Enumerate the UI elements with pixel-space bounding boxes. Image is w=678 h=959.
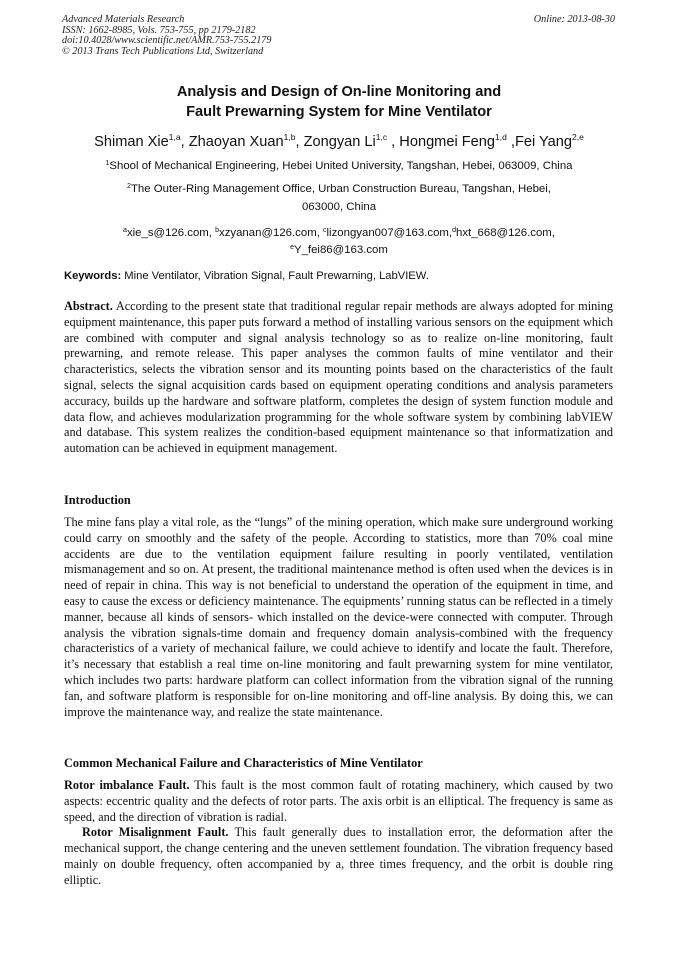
email-link: xzyanan@126.com, (219, 227, 324, 239)
affiliation-1: $^1$Shool of Mechanical Engineering, Hebei United University, Tangshan, Hebei, 063009, China (105, 160, 573, 172)
affiliation-2-continued: 063000, China (301, 201, 377, 213)
title-line-2: Fault Prewarning System for Mine Ventilator (186, 104, 492, 120)
paragraph-rotor-imbalance: Rotor imbalance Fault. This fault is the most common fault of rotating machinery, which caused by two aspects: eccentric quality and the defects of rotor parts. The axis orbit is an elliptical. The frequency is same as speed, and the direction of vibration is radial. (64, 778, 613, 824)
author: Fei Yang$^{2,e}$ (514, 132, 584, 150)
introduction-paragraph: The mine fans play a vital role, as the “lungs” of the mining operation, which make sure underground working could carry on smoothly and the safety of the people. According to statistics, more than 70% coal mine accidents are due to the ventilation equipment failure resulting in poorly ventilated, ventilation mismanagement and so on. At present, the traditional maintenance method is often used when the devices is in need of repair in china. This way is not beneficial to understand the operation of the equipment in time, and easy to cause the excess or deficiency maintenance. The equipments’ running status can be reflected in a timely manner, because all kinds of sensors- which installed on the device-were connected with computer. Through analysis the vibration signals-time domain and frequency domain analysis-combined with the frequency characteristics of a variety of mechanical failure, we could achieve to identify and locate the fault. Therefore, it’s necessary that establish a real time on-line monitoring and fault prewarning system for mine ventilator, which includes two parts: hardware platform can collect information from the vibration signal of the running fan, and software platform is responsible for on-line monitoring and off-line analysis. By doing this, we can improve the maintenance way, and realize the state maintenance. (64, 515, 613, 719)
author: Zongyan Li$^{1,c}$ , (303, 132, 400, 150)
paragraph-rotor-misalignment: Rotor Misalignment Fault. This fault generally dues to installation error, the deformation after the mechanical support, the change centering and the uneven settlement foundation. The vibration frequency based mainly on double frequency, often accompanied by a, three times frequency, and the orbit is double ring elliptic. (64, 825, 613, 887)
title-line-1: Analysis and Design of On-line Monitoring and (176, 84, 502, 100)
author: Shiman Xie$^{1,a}$, (94, 132, 189, 150)
keywords-label: Keywords: (64, 270, 122, 282)
keywords (64, 270, 429, 282)
copyright-line: © 2013 Trans Tech Publications Ltd, Switzerland (62, 45, 264, 57)
paper-title (0, 82, 678, 122)
abstract-text: According to the present state that traditional regular repair methods are always adopted for mining equipment maintenance, this paper puts forward a method of installing various sensors on the equipment which are combined with computer and signal analysis technology so as to realize on-line monitoring, fault prewarning, and remote release. This paper analyses the common faults of mine ventilator and their characteristics, selects the vibration sensor and its mounting points based on the characteristics of the fault signal, selects the signal acquisition cards based on equipment operating conditions and analysis parameters accuracy, builds up the hardware and software platform, completes the design of system function module and data flow, and achieves modularization programming for the whole software system by combining labVIEW and database. This system realizes the condition-based equipment maintenance so that informatization and automation can be achieved in equipment management. (64, 299, 613, 456)
doi-line: doi:10.4028/www.scientific.net/AMR.753-755.2179 (62, 35, 272, 47)
author-list (0, 128, 678, 151)
section-heading-common-failures: Common Mechanical Failure and Characteristics of Mine Ventilator (64, 756, 423, 770)
keywords-text: Mine Ventilator, Vibration Signal, Fault Prewarning, LabVIEW. (121, 270, 429, 282)
email-link: Y_fei86@163.com (294, 243, 388, 256)
abstract (64, 299, 613, 457)
section-heading-introduction: Introduction (64, 493, 131, 507)
journal-name: Advanced Materials Research (62, 14, 185, 25)
journal-header (62, 15, 271, 57)
affiliation-2: $^2$The Outer-Ring Management Office, Urban Construction Bureau, Tangshan, Hebei, (127, 183, 551, 195)
author: Zhaoyan Xuan$^{1,b}$, (188, 132, 304, 150)
author: Hongmei Feng$^{1,d}$ , (399, 132, 515, 150)
email-link: hxt_668@126.com, (456, 227, 555, 239)
email-link: lizongyan007@163.com, (326, 227, 453, 239)
issn-line: ISSN: 1662-8985, Vols. 753-755, pp 2179-2182 (62, 24, 256, 36)
common-failures-section (64, 778, 613, 889)
online-date: Online: 2013-08-30 (533, 14, 615, 25)
email-list: $^a$xie_s@126.com, $^b$xzyanan@126.com, $^c$lizongyan007@163.com,$^d$hxt_668@126.com, $^e$Y_fei86@163.com (123, 227, 555, 256)
abstract-label: Abstract. (64, 299, 113, 313)
email-link: xie_s@126.com, (126, 227, 216, 239)
